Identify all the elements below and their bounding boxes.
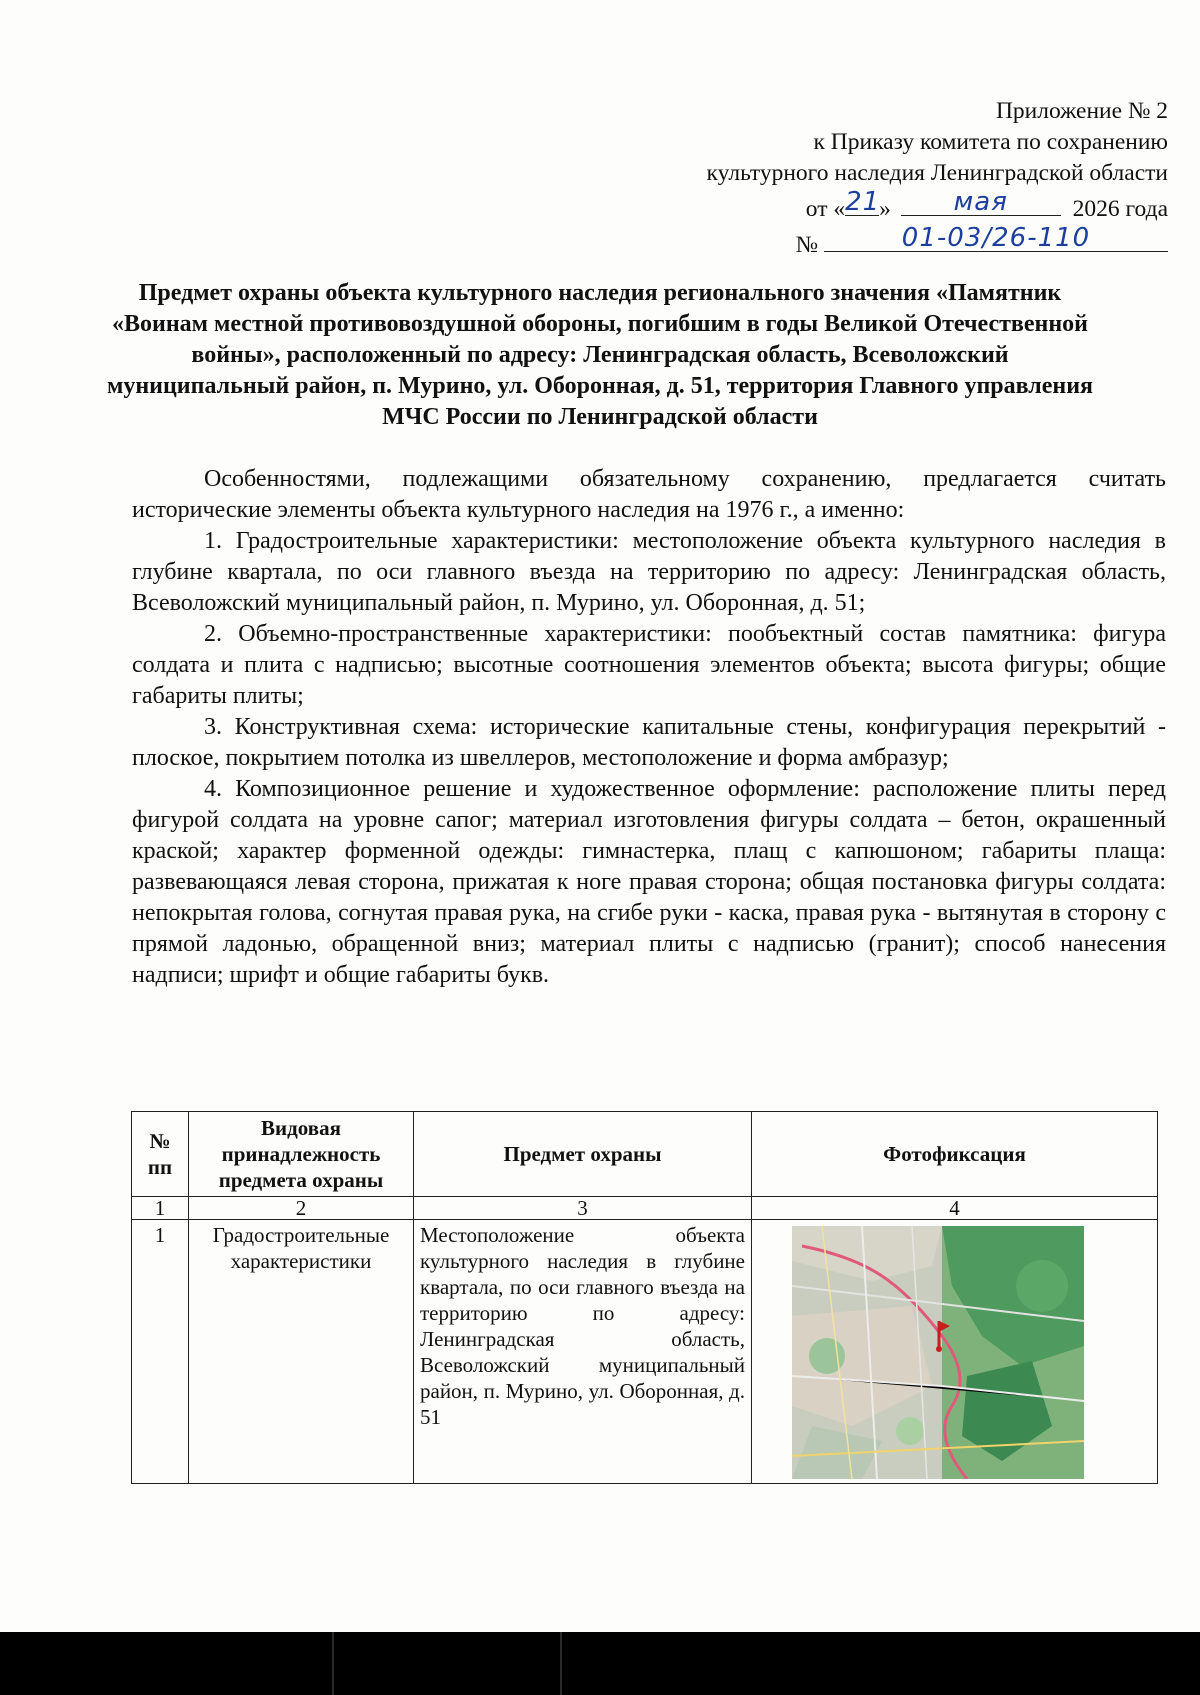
column-number: 2 xyxy=(189,1197,414,1220)
column-number-row xyxy=(132,1197,1158,1220)
committee-name: культурного наследия Ленинградской области xyxy=(706,160,1168,186)
table-row xyxy=(132,1220,1158,1484)
appendix-number: Приложение № 2 xyxy=(995,98,1168,124)
item-composition: 4. Композиционное решение и художественное оформление: расположение плиты перед фигурой солдата на уровне сапог; материал изготовления фигуры солдата – бетон, окрашенный краской; характер форменной одежды: гимнастерка, плащ с капюшоном; габариты плаща: развевающаяся левая сторона, прижатая к ноге правая сторона; общая постановка фигуры солдата: непокрытая голова, согнутая правая рука, на сгибе руки - каска, правая рука - вытянутая в сторону с прямой ладонью, обращенной вниз; материал плиты с надписью (гранит); способ нанесения надписи; шрифт и общие габариты букв. xyxy=(132,776,1166,988)
protection-table xyxy=(131,1111,1158,1484)
order-number-field xyxy=(824,225,1168,252)
header-type: Видовая принадлежность предмета охраны xyxy=(189,1112,414,1197)
date-month-field xyxy=(901,189,1061,216)
date-prefix: от « xyxy=(805,196,846,222)
order-date xyxy=(707,189,1168,225)
header-number: № пп xyxy=(132,1112,189,1197)
row-type: Градостроительные характеристики xyxy=(189,1220,414,1484)
date-mid: » xyxy=(879,196,891,222)
table-header-row xyxy=(132,1112,1158,1197)
row-photo xyxy=(752,1220,1158,1484)
date-day-field xyxy=(845,189,879,216)
number-prefix: № xyxy=(795,232,818,258)
header-subject: Предмет охраны xyxy=(414,1112,752,1197)
intro-paragraph: Особенностями, подлежащими обязательному сохранению, предлагается считать исторические элементы объекта культурного наследия на 1976 г., а именно: xyxy=(132,466,1166,523)
date-month-handwritten: мая xyxy=(953,187,1008,217)
item-volume-spatial: 2. Объемно-пространственные характеристики: пообъектный состав памятника: фигура солдата и плита с надписью; высотные соотношения элементов объекта; высота фигуры; общие габариты плиты; xyxy=(132,621,1166,709)
column-number: 4 xyxy=(752,1197,1158,1220)
row-number: 1 xyxy=(132,1220,189,1484)
item-urban-planning: 1. Градостроительные характеристики: местоположение объекта культурного наследия в глубине квартала, по оси главного въезда на территорию по адресу: Ленинградская область, Всеволожский муниципальный район, п. Мурино, ул. Оборонная, д. 51; xyxy=(132,528,1166,616)
scan-bottom-border xyxy=(0,1632,1200,1695)
order-reference: к Приказу комитета по сохранению xyxy=(813,129,1168,155)
date-day-handwritten: 21 xyxy=(845,187,881,217)
document-title: Предмет охраны объекта культурного наследия регионального значения «Памятник «Воинам местной противовоздушной обороны, погибшим в годы Великой Отечественной войны», расположенный по адресу: Ленинградская область, Всеволожский муниципальный район, п. Мурино, ул. Оборонная, д. 51, территория Главного управления МЧС России по Ленинградской области xyxy=(106,280,1094,430)
map-location-icon xyxy=(792,1226,1084,1479)
scan-divider xyxy=(560,1632,562,1695)
header-photo: Фотофиксация xyxy=(752,1112,1158,1197)
item-structural-scheme: 3. Конструктивная схема: исторические капитальные стены, конфигурация перекрытий - плоское, покрытием потолка из швеллеров, местоположение и форма амбразур; xyxy=(132,714,1166,771)
order-number-handwritten: 01-03/26-110 xyxy=(901,223,1091,253)
column-number: 3 xyxy=(414,1197,752,1220)
row-subject: Местоположение объекта культурного наследия в глубине квартала, по оси главного въезда на территорию по адресу: Ленинградская область, Всеволожский муниципальный район, п. Мурино, ул. Оборонная, д. 51 xyxy=(414,1220,752,1484)
document-body xyxy=(132,464,1166,991)
date-suffix: 2026 года xyxy=(1072,196,1168,222)
column-number: 1 xyxy=(132,1197,189,1220)
order-number xyxy=(707,225,1168,261)
appendix-header xyxy=(707,96,1168,261)
scan-divider xyxy=(332,1632,334,1695)
